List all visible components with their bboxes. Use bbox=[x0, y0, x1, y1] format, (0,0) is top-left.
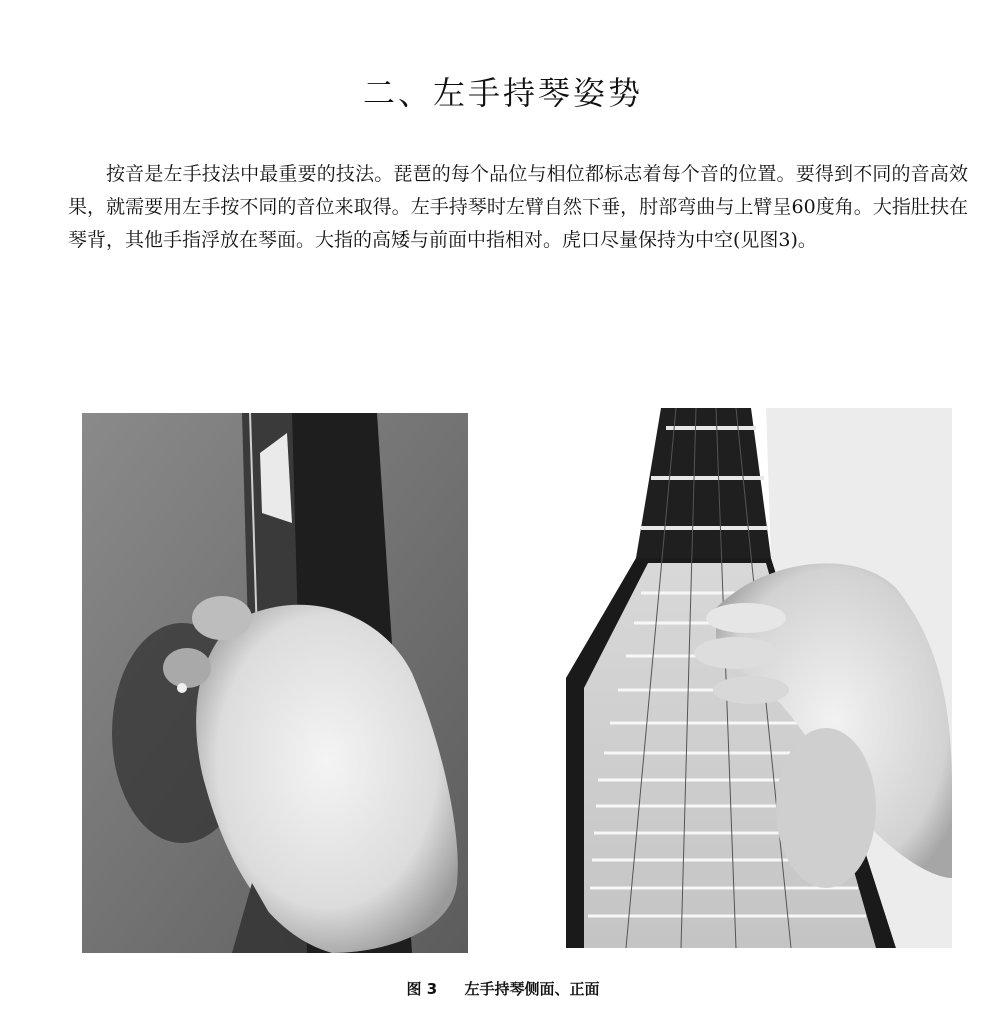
photo-front-view bbox=[566, 408, 952, 948]
page-title: 二、左手持琴姿势 bbox=[362, 74, 643, 112]
figure-caption bbox=[0, 978, 1006, 999]
figure-caption-text: 左手持琴侧面、正面 bbox=[464, 980, 600, 998]
body-paragraph-container bbox=[68, 158, 968, 257]
body-paragraph: 按音是左手技法中最重要的技法。琵琶的每个品位与相位都标志着每个音的位置。要得到不同的音高效果，就需要用左手按不同的音位来取得。左手持琴时左臂自然下垂，肘部弯曲与上臂呈60度角。大指肚扶在琴背，其他手指浮放在琴面。大指的高矮与前面中指相对。虎口尽量保持为中空(见图3)。 bbox=[68, 163, 968, 251]
figure-number: 图 3 bbox=[406, 980, 438, 998]
photo-side-view bbox=[82, 413, 468, 953]
